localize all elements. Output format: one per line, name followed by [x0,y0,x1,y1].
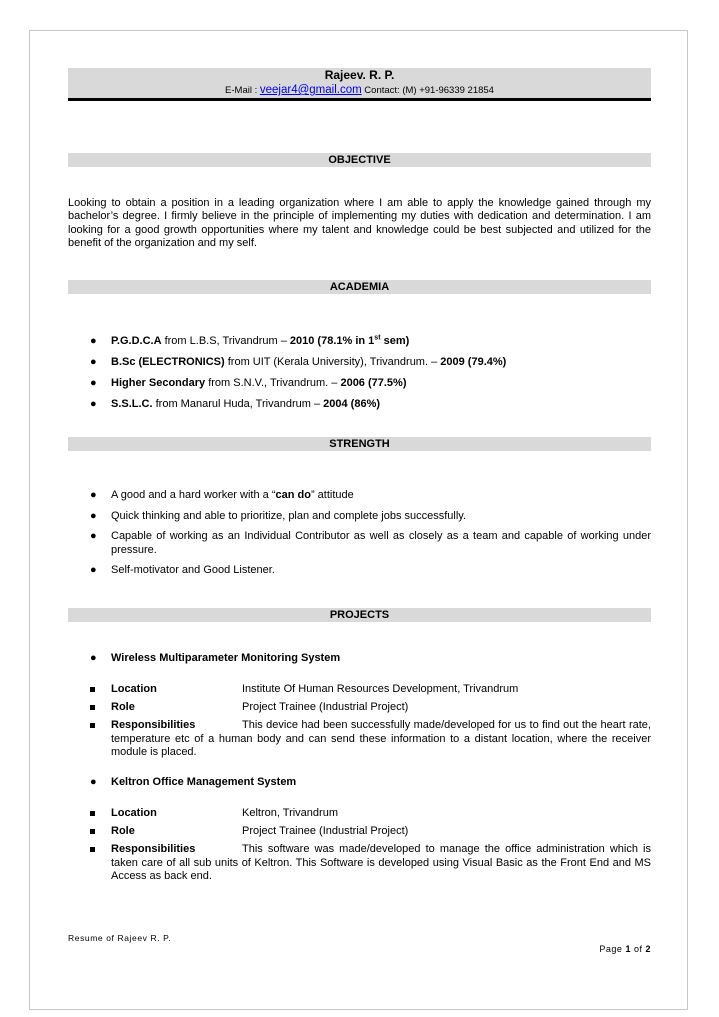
square-bullet-icon [90,687,95,692]
bullet-icon: ● [90,398,97,410]
degree: S.S.L.C. [111,398,153,410]
list-item: ● Higher Secondary from S.N.V., Trivandrum. – 2006 (77.5%) [90,377,407,389]
bullet-icon: ● [90,377,97,389]
degree: Higher Secondary [111,377,206,389]
academia-list [68,335,651,412]
degree: P.G.D.C.A [111,335,162,347]
bullet-icon: ● [90,652,97,664]
square-bullet-icon [90,723,95,728]
bullet-icon: ● [90,564,97,576]
list-item: ● P.G.D.C.A from L.B.S, Trivandrum – 2010 (78.1% in 1st sem) [90,334,410,347]
strength-list [68,489,651,578]
project-responsibilities: Responsibilities This software was made/developed to manage the office administration which is taken care of all sub units of Keltron. This Software is developed using Visual Basic as the Front End and MS Access as back end. [68,843,651,884]
email-label: E-Mail : [225,85,260,96]
section-heading-projects: PROJECTS [68,608,651,622]
bullet-icon: ● [90,356,97,368]
resume-header [68,68,651,101]
bullet-icon: ● [90,530,97,542]
contact-line [68,83,651,101]
email-link[interactable]: veejar4@gmail.com [259,84,362,96]
list-item: ● Quick thinking and able to prioritize, plan and complete jobs successfully. [90,509,467,522]
list-item: ● Self-motivator and Good Listener. [90,564,275,576]
square-bullet-icon [90,829,95,834]
section-heading-strength: STRENGTH [68,437,651,451]
list-item: ● S.S.L.C. from Manarul Huda, Trivandrum – 2004 (86%) [90,398,381,410]
page-number: Page 1 of 2 [599,944,651,954]
bullet-icon: ● [90,489,97,501]
square-bullet-icon [90,705,95,710]
section-heading-academia: ACADEMIA [68,280,651,294]
footer-resume-label: Resume of Rajeev R. P. [68,933,172,943]
list-item: ● Capable of working as an Individual Contributor as well as closely as a team and capable of working under pressure. [90,530,651,556]
objective-text: Looking to obtain a position in a leading organization where I am able to apply the knowledge gained through my bachelor’s degree. I firmly believe in the principle of implementing my duties with dedication and determination. I am looking for a good growth opportunities where my talent and knowledge could be best subjected and utilized for the benefit of the organization and my self. [68,197,651,249]
bullet-icon: ● [90,776,97,788]
phone-contact: Contact: (M) +91-96339 21854 [361,85,494,96]
project-responsibilities: Responsibilities This device had been successfully made/developed for us to find out the heart rate, temperature etc of a human body and can send these information to a distant location, where the receiver module is placed. [68,719,651,760]
section-heading-objective: OBJECTIVE [68,153,651,167]
candidate-name: Rajeev. R. P. [68,68,651,83]
square-bullet-icon [90,811,95,816]
degree: B.Sc (ELECTRONICS) [111,356,225,368]
list-item: ● B.Sc (ELECTRONICS) from UIT (Kerala University), Trivandrum. – 2009 (79.4%) [90,356,507,368]
bullet-icon: ● [90,335,97,347]
bullet-icon: ● [90,509,97,522]
list-item: ● A good and a hard worker with a “can do” attitude [90,489,354,501]
square-bullet-icon [90,847,95,852]
